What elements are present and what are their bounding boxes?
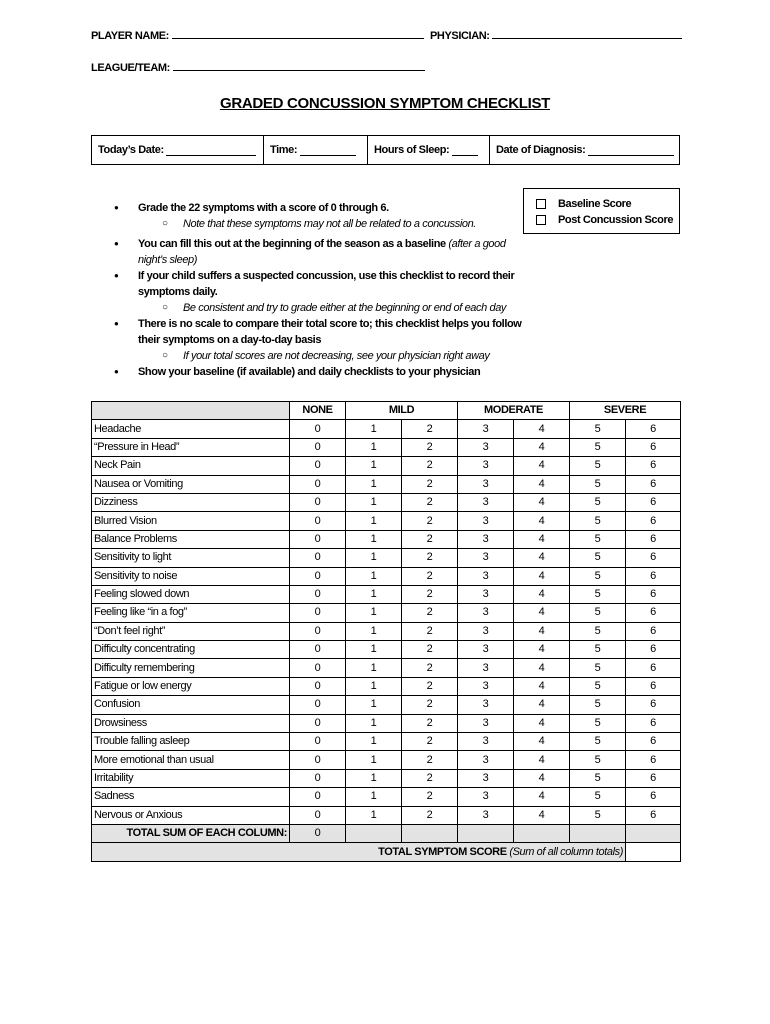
instruction-item: ● If your child suffers a suspected concussion, use this checklist to record their symptoms daily. <box>110 268 530 300</box>
total-none-value[interactable]: 0 <box>290 824 346 842</box>
score-cell[interactable]: 5 <box>570 806 626 824</box>
score-cell[interactable]: 3 <box>458 714 514 732</box>
score-cell[interactable]: 3 <box>458 438 514 456</box>
table-header-row <box>92 402 681 420</box>
score-cell[interactable]: 2 <box>402 549 458 567</box>
time-field[interactable]: Time: <box>264 136 368 164</box>
score-cell[interactable]: 2 <box>402 420 458 438</box>
score-cell[interactable]: 0 <box>290 585 346 603</box>
score-cell[interactable]: 2 <box>402 659 458 677</box>
score-cell[interactable]: 4 <box>514 604 570 622</box>
score-cell[interactable]: 1 <box>346 751 402 769</box>
baseline-score-option[interactable]: Baseline Score <box>536 196 679 212</box>
score-cell[interactable]: 0 <box>290 641 346 659</box>
score-cell[interactable]: 5 <box>570 696 626 714</box>
total-column-cell[interactable] <box>570 824 626 842</box>
score-cell[interactable]: 4 <box>514 659 570 677</box>
session-info-row <box>91 135 680 165</box>
table-row <box>92 806 681 824</box>
score-cell[interactable]: 0 <box>290 714 346 732</box>
score-cell[interactable]: 6 <box>626 751 681 769</box>
symptom-name: Difficulty concentrating <box>92 641 290 659</box>
score-cell[interactable]: 4 <box>514 475 570 493</box>
score-cell[interactable]: 4 <box>514 696 570 714</box>
instruction-subitem: ○ If your total scores are not decreasing, see your physician right away <box>110 348 530 364</box>
score-cell[interactable]: 5 <box>570 493 626 511</box>
symptom-table <box>91 401 681 862</box>
total-column-cell[interactable] <box>626 824 681 842</box>
table-row <box>92 769 681 787</box>
score-cell[interactable]: 2 <box>402 585 458 603</box>
score-cell[interactable]: 4 <box>514 512 570 530</box>
score-cell[interactable]: 3 <box>458 677 514 695</box>
score-cell[interactable]: 4 <box>514 788 570 806</box>
score-cell[interactable]: 2 <box>402 788 458 806</box>
symptom-name: Blurred Vision <box>92 512 290 530</box>
score-cell[interactable]: 1 <box>346 530 402 548</box>
score-cell[interactable]: 6 <box>626 585 681 603</box>
score-cell[interactable]: 1 <box>346 733 402 751</box>
score-cell[interactable]: 0 <box>290 696 346 714</box>
symptom-name: “Pressure in Head” <box>92 438 290 456</box>
score-cell[interactable]: 1 <box>346 641 402 659</box>
table-row <box>92 733 681 751</box>
table-row <box>92 420 681 438</box>
score-cell[interactable]: 5 <box>570 714 626 732</box>
score-cell[interactable]: 6 <box>626 659 681 677</box>
table-row <box>92 493 681 511</box>
score-cell[interactable]: 1 <box>346 512 402 530</box>
total-symptom-score-value[interactable] <box>626 843 681 861</box>
total-column-cell[interactable] <box>346 824 402 842</box>
symptom-name: Feeling like “in a fog” <box>92 604 290 622</box>
score-cell[interactable]: 1 <box>346 788 402 806</box>
score-cell[interactable]: 2 <box>402 622 458 640</box>
score-cell[interactable]: 5 <box>570 751 626 769</box>
instruction-subitem: ○ Note that these symptoms may not all be related to a concussion. <box>110 216 530 232</box>
league-team-label: LEAGUE/TEAM: <box>91 62 170 74</box>
score-cell[interactable]: 4 <box>514 457 570 475</box>
score-cell[interactable]: 2 <box>402 567 458 585</box>
score-cell[interactable]: 0 <box>290 420 346 438</box>
physician-field[interactable] <box>430 28 682 42</box>
score-cell[interactable]: 5 <box>570 512 626 530</box>
post-concussion-checkbox[interactable] <box>536 215 546 225</box>
physician-line[interactable] <box>492 28 682 39</box>
score-cell[interactable]: 6 <box>626 475 681 493</box>
score-cell[interactable]: 6 <box>626 530 681 548</box>
score-cell[interactable]: 2 <box>402 475 458 493</box>
score-cell[interactable]: 1 <box>346 457 402 475</box>
score-cell[interactable]: 4 <box>514 641 570 659</box>
score-cell[interactable]: 6 <box>626 696 681 714</box>
symptom-name: Headache <box>92 420 290 438</box>
page-title: GRADED CONCUSSION SYMPTOM CHECKLIST <box>219 95 551 112</box>
score-cell[interactable]: 6 <box>626 769 681 787</box>
symptom-name: Sensitivity to light <box>92 549 290 567</box>
score-cell[interactable]: 2 <box>402 641 458 659</box>
header-mild: MILD <box>346 402 458 420</box>
physician-label: PHYSICIAN: <box>430 30 490 42</box>
score-cell[interactable]: 6 <box>626 641 681 659</box>
table-row <box>92 659 681 677</box>
score-cell[interactable]: 5 <box>570 769 626 787</box>
score-cell[interactable]: 5 <box>570 475 626 493</box>
symptom-name: Drowsiness <box>92 714 290 732</box>
score-cell[interactable]: 3 <box>458 622 514 640</box>
score-cell[interactable]: 3 <box>458 420 514 438</box>
todays-date-field[interactable]: Today’s Date: <box>92 136 264 164</box>
table-row <box>92 788 681 806</box>
score-cell[interactable]: 0 <box>290 659 346 677</box>
score-cell[interactable]: 3 <box>458 475 514 493</box>
league-team-field[interactable] <box>91 60 425 74</box>
symptom-name: Sensitivity to noise <box>92 567 290 585</box>
score-cell[interactable]: 6 <box>626 806 681 824</box>
player-name-line[interactable] <box>172 28 424 39</box>
table-row <box>92 549 681 567</box>
instruction-item: ● Grade the 22 symptoms with a score of 0 through 6. <box>110 200 530 216</box>
score-cell[interactable]: 6 <box>626 677 681 695</box>
league-team-line[interactable] <box>173 60 425 71</box>
score-cell[interactable]: 6 <box>626 567 681 585</box>
score-cell[interactable]: 3 <box>458 696 514 714</box>
header-blank <box>92 402 290 420</box>
score-cell[interactable]: 6 <box>626 438 681 456</box>
score-cell[interactable]: 5 <box>570 457 626 475</box>
score-cell[interactable]: 1 <box>346 604 402 622</box>
score-cell[interactable]: 4 <box>514 751 570 769</box>
score-cell[interactable]: 3 <box>458 530 514 548</box>
score-cell[interactable]: 5 <box>570 420 626 438</box>
score-cell[interactable]: 1 <box>346 769 402 787</box>
score-cell[interactable]: 6 <box>626 714 681 732</box>
score-cell[interactable]: 4 <box>514 549 570 567</box>
score-cell[interactable]: 4 <box>514 733 570 751</box>
score-cell[interactable]: 5 <box>570 733 626 751</box>
score-cell[interactable]: 0 <box>290 438 346 456</box>
table-row <box>92 751 681 769</box>
total-sum-label: TOTAL SUM OF EACH COLUMN: <box>92 824 290 842</box>
table-row <box>92 696 681 714</box>
score-cell[interactable]: 3 <box>458 493 514 511</box>
score-cell[interactable]: 2 <box>402 806 458 824</box>
score-cell[interactable]: 4 <box>514 806 570 824</box>
score-cell[interactable]: 2 <box>402 733 458 751</box>
score-cell[interactable]: 5 <box>570 659 626 677</box>
score-cell[interactable]: 4 <box>514 420 570 438</box>
score-cell[interactable]: 5 <box>570 641 626 659</box>
header-none: NONE <box>290 402 346 420</box>
score-cell[interactable]: 5 <box>570 530 626 548</box>
score-cell[interactable]: 2 <box>402 769 458 787</box>
score-cell[interactable]: 4 <box>514 530 570 548</box>
score-cell[interactable]: 6 <box>626 549 681 567</box>
score-cell[interactable]: 0 <box>290 475 346 493</box>
table-row <box>92 475 681 493</box>
symptom-name: Confusion <box>92 696 290 714</box>
total-symptom-score-row <box>92 843 681 861</box>
symptom-name: Nausea or Vomiting <box>92 475 290 493</box>
total-column-cell[interactable] <box>458 824 514 842</box>
score-cell[interactable]: 5 <box>570 549 626 567</box>
instruction-item: ● Show your baseline (if available) and daily checklists to your physician <box>110 364 530 380</box>
score-cell[interactable]: 0 <box>290 457 346 475</box>
symptom-name: “Don’t feel right” <box>92 622 290 640</box>
score-cell[interactable]: 4 <box>514 714 570 732</box>
symptom-name: Irritability <box>92 769 290 787</box>
score-cell[interactable]: 4 <box>514 567 570 585</box>
score-cell[interactable]: 6 <box>626 604 681 622</box>
table-row <box>92 622 681 640</box>
total-column-cell[interactable] <box>514 824 570 842</box>
score-cell[interactable]: 2 <box>402 530 458 548</box>
total-symptom-score-label: TOTAL SYMPTOM SCORE (Sum of all column totals) <box>92 843 626 861</box>
table-row <box>92 641 681 659</box>
score-cell[interactable]: 6 <box>626 622 681 640</box>
score-cell[interactable]: 2 <box>402 714 458 732</box>
symptom-name: More emotional than usual <box>92 751 290 769</box>
instructions-list <box>110 200 530 380</box>
player-name-label: PLAYER NAME: <box>91 30 169 42</box>
symptom-name: Difficulty remembering <box>92 659 290 677</box>
score-cell[interactable]: 0 <box>290 567 346 585</box>
score-cell[interactable]: 2 <box>402 493 458 511</box>
score-cell[interactable]: 1 <box>346 696 402 714</box>
hours-of-sleep-field[interactable]: Hours of Sleep: <box>368 136 490 164</box>
score-cell[interactable]: 1 <box>346 677 402 695</box>
score-cell[interactable]: 3 <box>458 806 514 824</box>
score-cell[interactable]: 1 <box>346 806 402 824</box>
score-cell[interactable]: 2 <box>402 696 458 714</box>
score-cell[interactable]: 2 <box>402 457 458 475</box>
symptom-name: Fatigue or low energy <box>92 677 290 695</box>
score-cell[interactable]: 6 <box>626 457 681 475</box>
symptom-name: Neck Pain <box>92 457 290 475</box>
symptom-name: Balance Problems <box>92 530 290 548</box>
score-cell[interactable]: 2 <box>402 512 458 530</box>
score-cell[interactable]: 3 <box>458 659 514 677</box>
score-cell[interactable]: 6 <box>626 733 681 751</box>
symptom-name: Nervous or Anxious <box>92 806 290 824</box>
score-cell[interactable]: 3 <box>458 641 514 659</box>
symptom-name: Trouble falling asleep <box>92 733 290 751</box>
table-row <box>92 677 681 695</box>
header-severe: SEVERE <box>570 402 681 420</box>
score-cell[interactable]: 1 <box>346 567 402 585</box>
score-cell[interactable]: 6 <box>626 512 681 530</box>
score-cell[interactable]: 0 <box>290 733 346 751</box>
total-sum-row <box>92 824 681 842</box>
table-row <box>92 604 681 622</box>
symptom-name: Dizziness <box>92 493 290 511</box>
score-cell[interactable]: 1 <box>346 585 402 603</box>
instruction-item: ● You can fill this out at the beginning of the season as a baseline (after a good night’s sleep) <box>110 236 530 268</box>
score-cell[interactable]: 2 <box>402 677 458 695</box>
score-cell[interactable]: 0 <box>290 806 346 824</box>
post-concussion-score-option[interactable]: Post Concussion Score <box>536 212 679 228</box>
score-cell[interactable]: 3 <box>458 604 514 622</box>
score-cell[interactable]: 2 <box>402 604 458 622</box>
symptom-name: Feeling slowed down <box>92 585 290 603</box>
score-cell[interactable]: 2 <box>402 751 458 769</box>
score-cell[interactable]: 3 <box>458 549 514 567</box>
score-cell[interactable]: 4 <box>514 769 570 787</box>
score-cell[interactable]: 0 <box>290 751 346 769</box>
score-cell[interactable]: 0 <box>290 512 346 530</box>
score-cell[interactable]: 4 <box>514 622 570 640</box>
table-row <box>92 512 681 530</box>
score-cell[interactable]: 0 <box>290 604 346 622</box>
table-row <box>92 714 681 732</box>
score-cell[interactable]: 3 <box>458 512 514 530</box>
score-cell[interactable]: 3 <box>458 457 514 475</box>
instruction-subitem: ○ Be consistent and try to grade either at the beginning or end of each day <box>110 300 530 316</box>
score-cell[interactable]: 3 <box>458 585 514 603</box>
score-cell[interactable]: 5 <box>570 788 626 806</box>
score-cell[interactable]: 6 <box>626 493 681 511</box>
score-cell[interactable]: 1 <box>346 714 402 732</box>
score-cell[interactable]: 3 <box>458 769 514 787</box>
score-cell[interactable]: 1 <box>346 622 402 640</box>
score-cell[interactable]: 1 <box>346 549 402 567</box>
score-cell[interactable]: 2 <box>402 438 458 456</box>
baseline-checkbox[interactable] <box>536 199 546 209</box>
score-type-box <box>523 188 680 234</box>
player-name-field[interactable] <box>91 28 424 42</box>
score-cell[interactable]: 5 <box>570 567 626 585</box>
table-row <box>92 530 681 548</box>
score-cell[interactable]: 5 <box>570 604 626 622</box>
score-cell[interactable]: 0 <box>290 677 346 695</box>
header-moderate: MODERATE <box>458 402 570 420</box>
score-cell[interactable]: 5 <box>570 622 626 640</box>
score-cell[interactable]: 1 <box>346 493 402 511</box>
score-cell[interactable]: 5 <box>570 677 626 695</box>
total-column-cell[interactable] <box>402 824 458 842</box>
table-row <box>92 438 681 456</box>
score-cell[interactable]: 5 <box>570 585 626 603</box>
score-cell[interactable]: 3 <box>458 751 514 769</box>
score-cell[interactable]: 1 <box>346 438 402 456</box>
score-cell[interactable]: 3 <box>458 567 514 585</box>
score-cell[interactable]: 4 <box>514 677 570 695</box>
date-of-diagnosis-field[interactable]: Date of Diagnosis: <box>490 136 679 164</box>
score-cell[interactable]: 0 <box>290 530 346 548</box>
score-cell[interactable]: 1 <box>346 420 402 438</box>
score-cell[interactable]: 4 <box>514 585 570 603</box>
score-cell[interactable]: 4 <box>514 493 570 511</box>
instruction-item: ● There is no scale to compare their total score to; this checklist helps you follow their symptoms on a day-to-day basis <box>110 316 530 348</box>
score-cell[interactable]: 0 <box>290 493 346 511</box>
score-cell[interactable]: 4 <box>514 438 570 456</box>
table-row <box>92 585 681 603</box>
table-row <box>92 457 681 475</box>
score-cell[interactable]: 1 <box>346 659 402 677</box>
score-cell[interactable]: 0 <box>290 549 346 567</box>
score-cell[interactable]: 6 <box>626 420 681 438</box>
score-cell[interactable]: 1 <box>346 475 402 493</box>
score-cell[interactable]: 5 <box>570 438 626 456</box>
score-cell[interactable]: 0 <box>290 788 346 806</box>
score-cell[interactable]: 3 <box>458 733 514 751</box>
table-row <box>92 567 681 585</box>
score-cell[interactable]: 6 <box>626 788 681 806</box>
score-cell[interactable]: 0 <box>290 769 346 787</box>
score-cell[interactable]: 3 <box>458 788 514 806</box>
score-cell[interactable]: 0 <box>290 622 346 640</box>
symptom-name: Sadness <box>92 788 290 806</box>
